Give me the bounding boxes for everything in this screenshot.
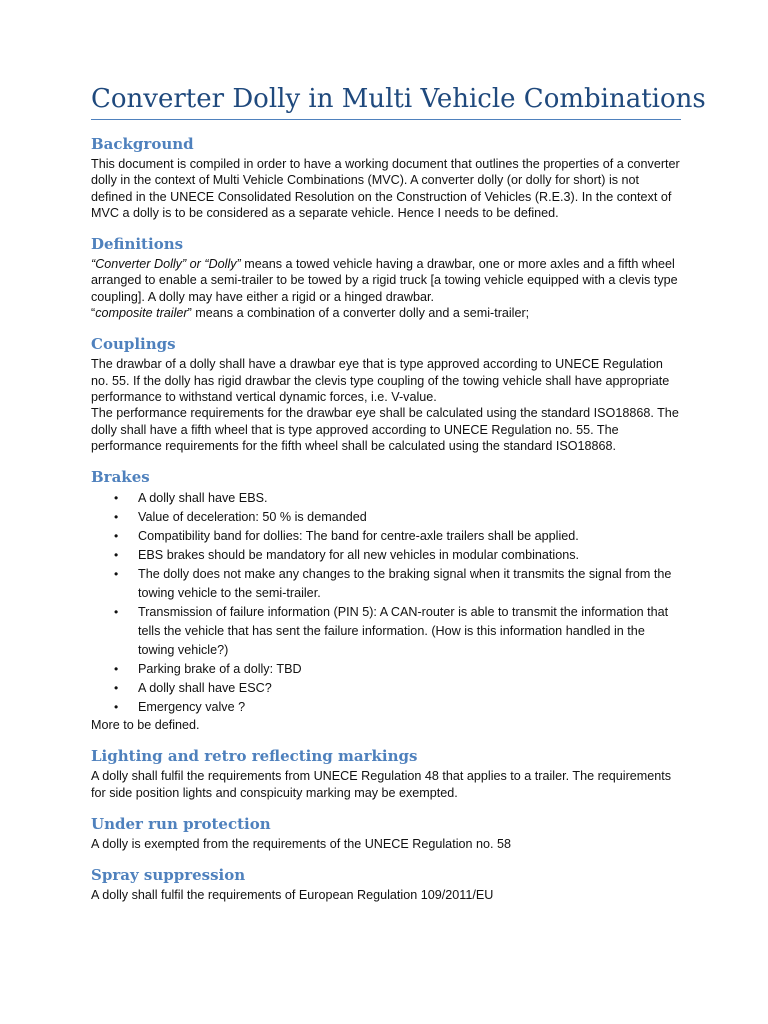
- section-lighting: [91, 747, 681, 801]
- document-body: [91, 84, 706, 904]
- brakes-list-item: • Value of deceleration: 50 % is demanded: [138, 508, 681, 527]
- brakes-list-item: • Compatibility band for dollies: The band for centre-axle trailers shall be applied.: [138, 527, 681, 546]
- brakes-list-item: • A dolly shall have ESC?: [138, 679, 681, 698]
- heading-spray: Spray suppression: [91, 866, 246, 885]
- section-background: [91, 135, 681, 221]
- section-underrun: [91, 815, 681, 852]
- section-couplings: [91, 335, 681, 454]
- definition-quote-open: “: [91, 306, 96, 321]
- definition-text-composite: ” means a combination of a converter dolly and a semi-trailer;: [187, 306, 530, 321]
- brakes-list-item: • Emergency valve ?: [138, 698, 681, 717]
- couplings-paragraph-1: The drawbar of a dolly shall have a drawbar eye that is type approved according to UNECE Regulation no. 55. If the dolly has rigid drawbar the clevis type coupling of the towing vehicle shall have appropriate performance to withstand vertical dynamic forces, i.e. V-value.: [91, 357, 670, 404]
- definition-text-dolly: means a towed vehicle having a drawbar, one or more axles and a fifth wheel arranged to enable a semi-trailer to be towed by a rigid truck [a towing vehicle equipped with a clevis type coupling]. A dolly may have either a rigid or a hinged drawbar.: [91, 257, 678, 304]
- brakes-list-item: • A dolly shall have EBS.: [138, 489, 681, 508]
- couplings-paragraph-2: The performance requirements for the drawbar eye shall be calculated using the standard ISO18868. The dolly shall have a fifth wheel that is type approved according to UNECE Regulation no. 55. The performance requirements for the fifth wheel shall be calculated using the standard ISO18868.: [91, 406, 679, 453]
- brakes-footer: More to be defined.: [91, 718, 200, 733]
- heading-underrun: Under run protection: [91, 815, 271, 834]
- brakes-list-item: • The dolly does not make any changes to the braking signal when it transmits the signal from the towing vehicle to the semi-trailer.: [138, 565, 681, 603]
- heading-brakes: Brakes: [91, 468, 150, 487]
- brakes-list: [91, 489, 681, 717]
- section-spray: [91, 866, 681, 903]
- spray-text: A dolly shall fulfil the requirements of European Regulation 109/2011/EU: [91, 888, 494, 903]
- heading-couplings: Couplings: [91, 335, 176, 354]
- heading-background: Background: [91, 135, 194, 153]
- definition-term-dolly: “Converter Dolly” or “Dolly”: [91, 257, 241, 272]
- brakes-list-item: • Parking brake of a dolly: TBD: [138, 660, 681, 679]
- section-definitions: [91, 235, 681, 321]
- section-brakes: [91, 468, 681, 733]
- background-text: This document is compiled in order to have a working document that outlines the properties of a converter dolly in the context of Multi Vehicle Combinations (MVC). A converter dolly (or dolly for short) is not defined in the UNECE Consolidated Resolution on the Construction of Vehicles (R.E.3). In the context of MVC a dolly is to be considered as a separate vehicle. Hence I needs to be defined.: [91, 157, 680, 220]
- underrun-text: A dolly is exempted from the requirements of the UNECE Regulation no. 58: [91, 837, 512, 852]
- document-title: Converter Dolly in Multi Vehicle Combinations: [91, 84, 681, 120]
- heading-lighting: Lighting and retro reflecting markings: [91, 747, 418, 766]
- definition-converter-dolly: [91, 256, 681, 305]
- definition-composite-trailer: [91, 305, 681, 321]
- brakes-list-item: • Transmission of failure information (PIN 5): A CAN-router is able to transmit the information that tells the vehicle that has sent the failure information. (How is this information handled in the towing vehicle?): [138, 603, 681, 660]
- heading-definitions: Definitions: [91, 235, 184, 254]
- lighting-text: A dolly shall fulfil the requirements from UNECE Regulation 48 that applies to a trailer. The requirements for side position lights and conspicuity marking may be exempted.: [91, 769, 672, 800]
- brakes-list-item: • EBS brakes should be mandatory for all new vehicles in modular combinations.: [138, 546, 681, 565]
- definition-term-composite: composite trailer: [95, 306, 188, 321]
